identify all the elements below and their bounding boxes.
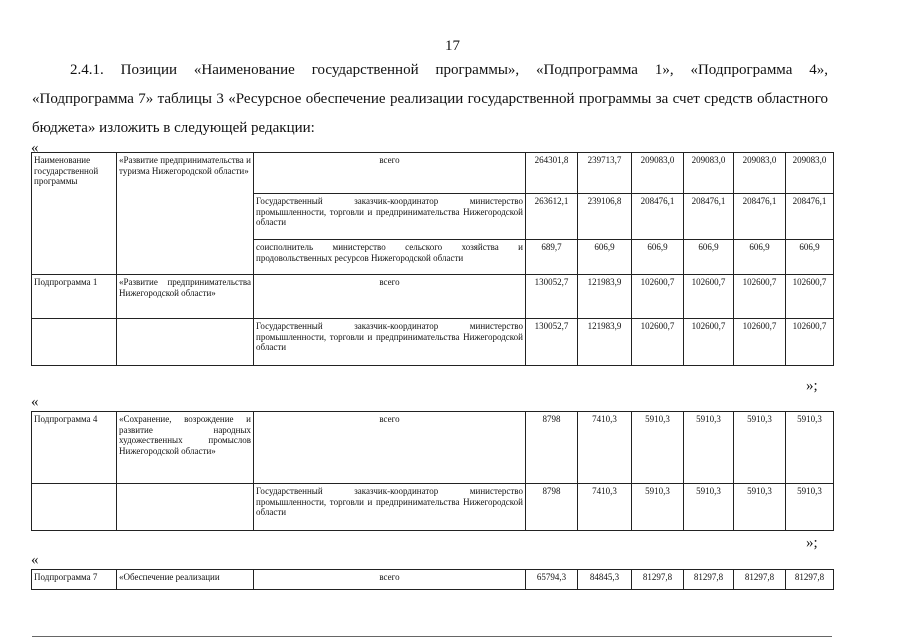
value-cell: 121983,9	[578, 319, 632, 366]
value-cell: 606,9	[578, 240, 632, 275]
value-cell: 81297,8	[786, 570, 834, 590]
value-cell: 208476,1	[632, 194, 684, 240]
value-cell: 239106,8	[578, 194, 632, 240]
value-cell: 239713,7	[578, 153, 632, 194]
state-program-label: Наименование государственной программы	[32, 153, 117, 275]
value-cell: 81297,8	[684, 570, 734, 590]
opening-quote: «	[31, 140, 39, 156]
budget-table-2	[31, 411, 834, 531]
subprogram-7-name: «Обеспечение реализации	[117, 570, 254, 590]
value-cell: 102600,7	[632, 275, 684, 319]
value-cell: 209083,0	[786, 153, 834, 194]
value-cell: 102600,7	[786, 319, 834, 366]
value-cell: 121983,9	[578, 275, 632, 319]
value-cell: 5910,3	[734, 484, 786, 531]
value-cell: 5910,3	[632, 412, 684, 484]
value-cell: 65794,3	[526, 570, 578, 590]
value-cell: 7410,3	[578, 484, 632, 531]
table-row	[32, 319, 834, 366]
value-cell: 81297,8	[632, 570, 684, 590]
table-row	[32, 570, 834, 590]
value-cell: 5910,3	[684, 484, 734, 531]
opening-quote: «	[31, 552, 39, 568]
value-cell: 102600,7	[684, 319, 734, 366]
value-cell: 209083,0	[684, 153, 734, 194]
value-cell: 102600,7	[684, 275, 734, 319]
value-cell: 208476,1	[786, 194, 834, 240]
empty-cell	[32, 484, 117, 531]
row-description: всего	[254, 570, 526, 590]
value-cell: 208476,1	[684, 194, 734, 240]
value-cell: 8798	[526, 484, 578, 531]
value-cell: 5910,3	[684, 412, 734, 484]
value-cell: 102600,7	[734, 319, 786, 366]
value-cell: 689,7	[526, 240, 578, 275]
table-row	[32, 153, 834, 194]
value-cell: 5910,3	[786, 412, 834, 484]
value-cell: 606,9	[734, 240, 786, 275]
value-cell: 8798	[526, 412, 578, 484]
subprogram-7-label: Подпрограмма 7	[32, 570, 117, 590]
value-cell: 209083,0	[632, 153, 684, 194]
row-description: всего	[254, 153, 526, 194]
value-cell: 130052,7	[526, 319, 578, 366]
budget-table-1	[31, 152, 834, 366]
subprogram-1-label: Подпрограмма 1	[32, 275, 117, 319]
value-cell: 84845,3	[578, 570, 632, 590]
value-cell: 130052,7	[526, 275, 578, 319]
subprogram-1-name: «Развитие предпринимательства Нижегородской области»	[117, 275, 254, 319]
row-description: Государственный заказчик-координатор министерство промышленности, торговли и предпринимательства Нижегородской области	[254, 319, 526, 366]
state-program-name: «Развитие предпринимательства и туризма Нижегородской области»	[117, 153, 254, 275]
value-cell: 5910,3	[632, 484, 684, 531]
value-cell: 263612,1	[526, 194, 578, 240]
row-description: всего	[254, 275, 526, 319]
row-description: всего	[254, 412, 526, 484]
value-cell: 208476,1	[734, 194, 786, 240]
table-row	[32, 484, 834, 531]
opening-quote: «	[31, 394, 39, 410]
value-cell: 102600,7	[786, 275, 834, 319]
page-number: 17	[445, 38, 460, 54]
row-description: Государственный заказчик-координатор министерство промышленности, торговли и предпринимательства Нижегородской области	[254, 194, 526, 240]
table-row	[32, 275, 834, 319]
page-bottom-edge	[32, 636, 832, 637]
intro-paragraph: 2.4.1. Позиции «Наименование государственной программы», «Подпрограмма 1», «Подпрограмма 4», «Подпрограмма 7» таблицы 3 «Ресурсное обеспечение реализации государственной программы за счет средств областного бюджета» изложить в следующей редакции:	[32, 62, 828, 136]
empty-cell	[117, 484, 254, 531]
value-cell: 5910,3	[786, 484, 834, 531]
value-cell: 606,9	[632, 240, 684, 275]
empty-cell	[32, 319, 117, 366]
value-cell: 102600,7	[632, 319, 684, 366]
row-description: Государственный заказчик-координатор министерство промышленности, торговли и предпринимательства Нижегородской области	[254, 484, 526, 531]
row-description: соисполнитель министерство сельского хозяйства и продовольственных ресурсов Нижегородской области	[254, 240, 526, 275]
value-cell: 5910,3	[734, 412, 786, 484]
subprogram-4-label: Подпрограмма 4	[32, 412, 117, 484]
empty-cell	[117, 319, 254, 366]
table-row	[32, 412, 834, 484]
value-cell: 209083,0	[734, 153, 786, 194]
value-cell: 102600,7	[734, 275, 786, 319]
closing-quote: »;	[806, 535, 818, 551]
value-cell: 7410,3	[578, 412, 632, 484]
closing-quote: »;	[806, 378, 818, 394]
budget-table-3	[31, 569, 834, 590]
value-cell: 606,9	[786, 240, 834, 275]
subprogram-4-name: «Сохранение, возрождение и развитие народных художественных промыслов Нижегородской области»	[117, 412, 254, 484]
value-cell: 264301,8	[526, 153, 578, 194]
value-cell: 606,9	[684, 240, 734, 275]
value-cell: 81297,8	[734, 570, 786, 590]
